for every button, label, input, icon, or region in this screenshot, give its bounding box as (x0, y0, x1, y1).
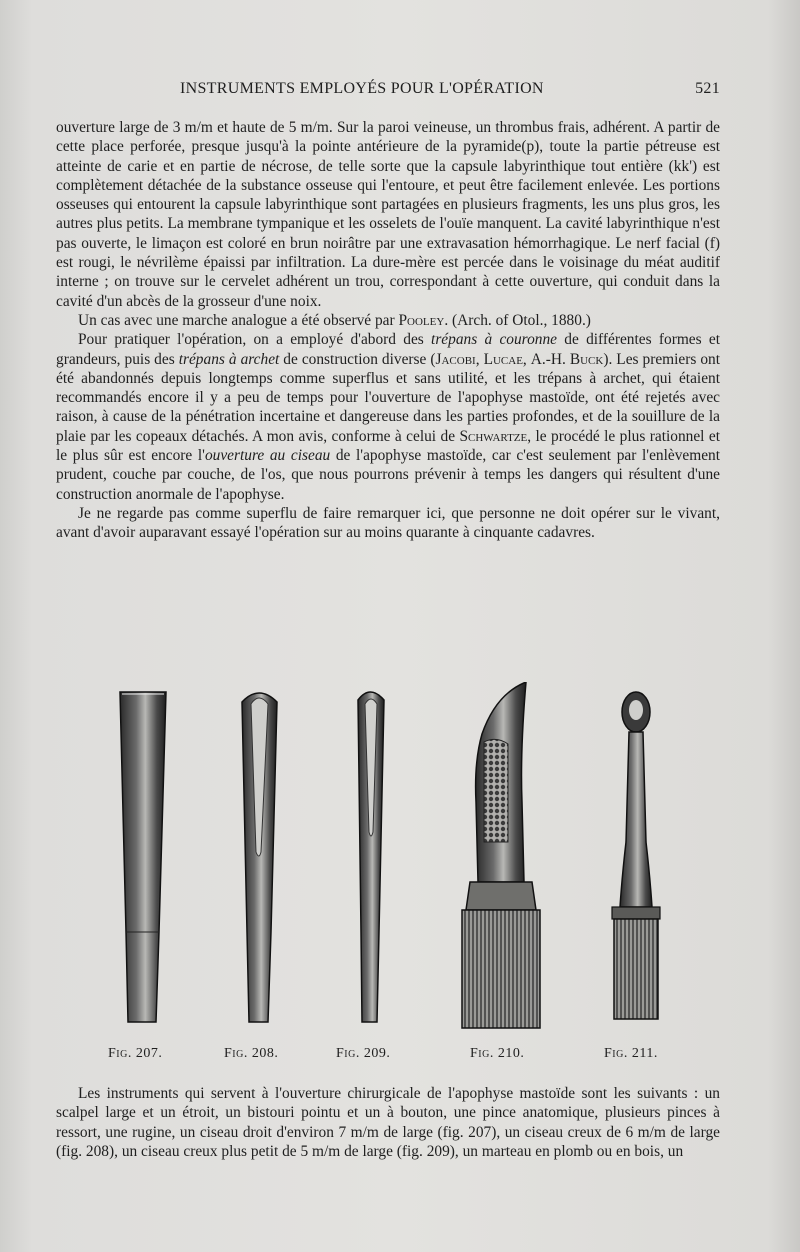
figure-caption-207: Fig. 207. (108, 1046, 163, 1061)
straight-chisel-illustration (120, 692, 166, 1022)
figure-caption-209: Fig. 209. (336, 1046, 391, 1061)
text-run: ). Les premiers ont été abandonnés depuis longtemps comme superflus et sans utilité, et les trépans à archet, qui étaient recommandés encore il y a peu de temps pour l'ouverture de l'apophyse mastoïde, ont été rejetés avec raison, à cause de la pénétration incertaine et dangereuse dans les parties profondes, et de la souillure de la plaie par les copeaux détachés. A mon avis, conforme à celui de (56, 350, 721, 445)
paragraph-2 (56, 311, 720, 330)
author-name: Lucae (483, 350, 523, 368)
emphasis-term: trépans à couronne (431, 331, 558, 349)
bottom-text-block (56, 1084, 720, 1161)
figure-caption-210: Fig. 210. (470, 1046, 525, 1061)
text-run: Un cas avec une marche analogue a été observé par (78, 311, 399, 329)
text-run: Pour pratiquer l'opération, on a employé d'abord des (78, 331, 432, 349)
text-run: de construction diverse ( (279, 350, 436, 368)
page-number: 521 (695, 80, 720, 97)
citation: . (Arch. of Otol., 1880.) (444, 311, 591, 329)
author-name: A.-H. Buck (530, 350, 604, 368)
text-run: , (522, 350, 531, 368)
spoon-curette-illustration (612, 692, 660, 1019)
paragraph-3 (56, 330, 720, 504)
author-name: Pooley (398, 311, 445, 329)
text-run: de l'apophyse mastoïde, car c'est seulement par l'enlèvement prudent, couche par couche, de l'os, que nous pourrons prévenir à temps les dangers qui résultent d'une construction anormale de l'apophyse. (56, 447, 721, 503)
top-text-block (56, 118, 720, 543)
paragraph-1: ouverture large de 3 m/m et haute de 5 m/m. Sur la paroi veineuse, un thrombus frais, adhérent. A partir de cette place perforée, presque jusqu'à la pointe antérieure de la pyramide(p), toute la partie pétreuse est atteinte de carie et en partie de nécrose, de telle sorte que la capsule labyrinthique tout entière (kk') est complètement détachée de la substance osseuse qui l'entoure, et peut être facilement enlevée. Les portions osseuses qui entourent la capsule labyrinthique sont partagées en plusieurs fragments, les uns plus gros, les autres plus petits. La membrane tympanique et les osselets de l'ouïe manquent. La cavité labyrinthique n'est pas ouverte, le limaçon est coloré en brun noirâtre par une extravasation hémorrhagique. Le nerf facial (f) est rougi, le névrilème épaissi par infiltration. La dure-mère est percée dans le voisinage du méat auditif interne ; on trouve sur le cervelet adhérent un trou, correspondant à cette ouverture, qui conduit dans la cavité d'un abcès de la grosseur d'une noix. (56, 119, 720, 310)
emphasis-term: ouverture au ciseau (204, 447, 331, 465)
text-run: , (475, 350, 484, 368)
figure-caption-211: Fig. 211. (604, 1046, 658, 1061)
text-run: , le procédé le plus rationnel et le plus sûr est encore l' (56, 427, 720, 465)
paragraph-5: Les instruments qui servent à l'ouverture chirurgicale de l'apophyse mastoïde sont les suivants : un scalpel large et un étroit, un bistouri pointu et un à bouton, une pince anatomique, plusieurs pinces à ressort, une rugine, un ciseau droit d'environ 7 m/m de large (fig. 207), un ciseau creux de 6 m/m de large (fig. 208), un ciseau creux plus petit de 5 m/m de large (fig. 209), un marteau en plomb ou en bois, un (56, 1085, 720, 1160)
text-run: de différentes formes et grandeurs, puis des (56, 331, 720, 368)
small-gouge-illustration (358, 692, 384, 1022)
running-title: INSTRUMENTS EMPLOYÉS POUR L'OPÉRATION (180, 80, 544, 97)
instrument-illustrations (56, 682, 720, 1042)
author-name: Jacobi (435, 350, 476, 368)
paragraph-4: Je ne regarde pas comme superflu de faire remarquer ici, que personne ne doit opérer sur le vivant, avant d'avoir auparavant essayé l'opération sur au moins quarante à cinquante cadavres. (56, 504, 720, 542)
curved-rugine-illustration (462, 682, 540, 1028)
hollow-gouge-illustration (242, 693, 277, 1022)
figure-plate (56, 682, 720, 1077)
figure-caption-208: Fig. 208. (224, 1046, 279, 1061)
author-name: Schwartze (459, 427, 528, 445)
emphasis-term: trépans à archet (178, 350, 280, 368)
